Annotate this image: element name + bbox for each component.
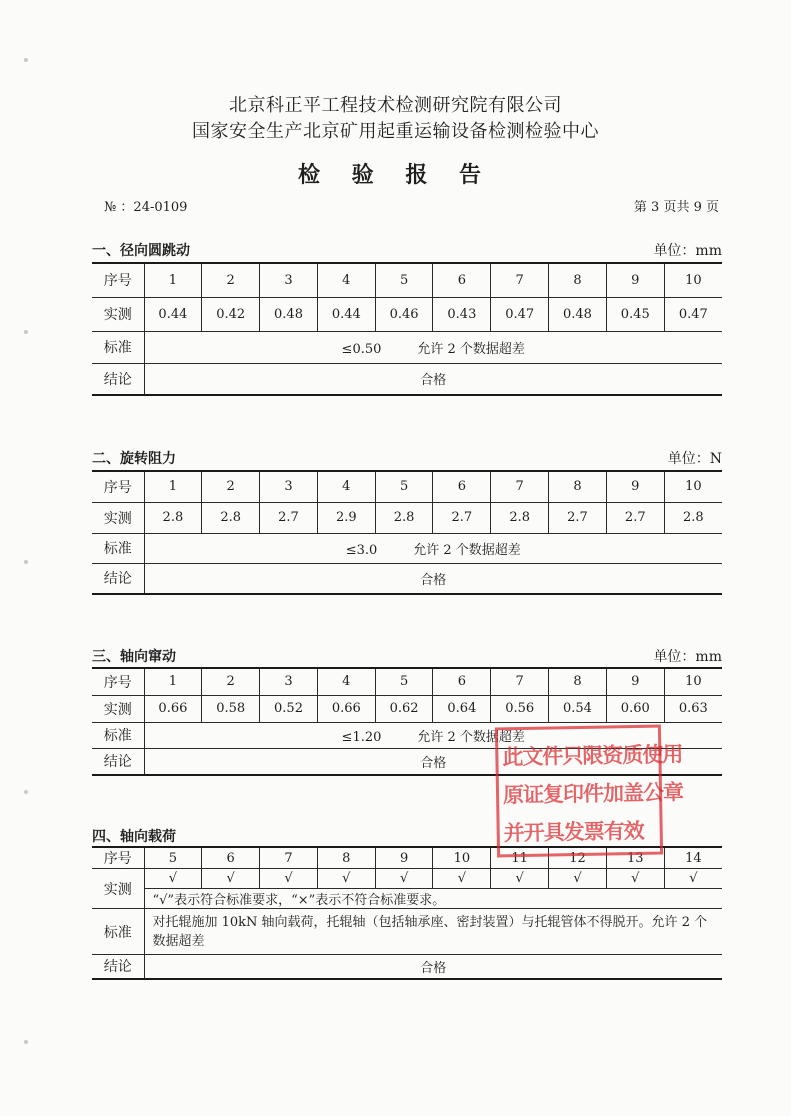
table-row [92,889,722,909]
seq-cell: 1 [144,263,202,297]
measured-cell: 0.42 [202,297,260,331]
seq-cell: 13 [606,847,664,869]
table-row [92,909,722,955]
row-label: 序号 [92,847,144,869]
measured-cell: 0.64 [433,695,491,722]
table-row [92,955,722,979]
seq-cell: 10 [664,263,722,297]
seq-cell: 5 [144,847,202,869]
punch-mark [24,330,28,334]
seq-cell: 5 [375,263,433,297]
seq-cell: 6 [433,263,491,297]
table-row [92,363,722,395]
table-row [92,297,722,331]
seq-cell: 3 [260,668,318,695]
row-label: 序号 [92,668,144,695]
check-cell: √ [375,869,433,889]
check-cell: √ [317,869,375,889]
section-unit: 单位：mm [653,649,722,665]
standard-limit: ≤3.0 [345,542,378,558]
measured-cell: 0.44 [317,297,375,331]
row-label: 标准 [92,331,144,363]
seq-cell: 1 [144,471,202,502]
seq-cell: 6 [433,471,491,502]
seq-cell: 2 [202,471,260,502]
punch-mark [24,1040,28,1044]
row-label: 实测 [92,869,144,909]
row-label: 结论 [92,363,144,395]
conclusion-cell: 合格 [144,955,722,979]
standard-cell [144,331,722,363]
row-label: 实测 [92,297,144,331]
row-label: 标准 [92,909,144,955]
seq-cell: 8 [549,668,607,695]
seq-cell: 12 [549,847,607,869]
section-unit: 单位：N [667,451,722,467]
punch-mark [24,790,28,794]
seq-cell: 11 [491,847,549,869]
section-title: 二、旋转阻力 [92,451,176,467]
row-label: 序号 [92,263,144,297]
seq-cell: 9 [606,471,664,502]
table-row [92,668,722,695]
measured-cell: 0.47 [664,297,722,331]
seq-cell: 8 [549,263,607,297]
seq-cell: 5 [375,668,433,695]
row-label: 结论 [92,955,144,979]
seq-cell: 3 [260,471,318,502]
measured-cell: 0.66 [317,695,375,722]
row-label: 标准 [92,533,144,563]
seq-cell: 9 [606,668,664,695]
seq-cell: 10 [664,668,722,695]
section-title: 一、径向圆跳动 [92,243,190,259]
row-label: 结论 [92,748,144,775]
seq-cell: 10 [664,471,722,502]
conclusion-cell: 合格 [144,363,722,395]
measured-cell: 0.48 [549,297,607,331]
check-cell: √ [549,869,607,889]
table-row [92,471,722,502]
seq-cell: 6 [433,668,491,695]
seq-cell: 9 [606,263,664,297]
check-legend: “√”表示符合标准要求，“×”表示不符合标准要求。 [144,889,722,909]
measured-cell: 2.8 [375,502,433,533]
axial-load-table [92,846,722,980]
standard-note: 允许 2 个数据超差 [417,729,525,745]
seq-cell: 10 [433,847,491,869]
standard-limit: ≤1.20 [341,729,382,745]
seq-cell: 4 [317,471,375,502]
seq-cell: 8 [317,847,375,869]
standard-limit: ≤0.50 [341,341,382,357]
measured-cell: 0.44 [144,297,202,331]
measured-cell: 2.7 [433,502,491,533]
standard-cell [144,533,722,563]
measured-cell: 0.63 [664,695,722,722]
punch-mark [24,560,28,564]
seq-cell: 5 [375,471,433,502]
measured-cell: 0.48 [260,297,318,331]
measured-cell: 0.45 [606,297,664,331]
table-row [92,695,722,722]
conclusion-cell: 合格 [144,748,722,775]
section-title: 三、轴向窜动 [92,649,176,665]
table-row [92,263,722,297]
row-label: 实测 [92,502,144,533]
seq-cell: 1 [144,668,202,695]
check-cell: √ [202,869,260,889]
rotation-resistance-table [92,470,722,595]
seq-cell: 14 [664,847,722,869]
seq-cell: 2 [202,263,260,297]
punch-mark [24,58,28,62]
measured-cell: 2.7 [260,502,318,533]
section-title: 四、轴向载荷 [92,829,176,845]
measured-cell: 0.54 [549,695,607,722]
table-row [92,502,722,533]
check-cell: √ [144,869,202,889]
measured-cell: 2.7 [549,502,607,533]
seq-cell: 7 [260,847,318,869]
measured-cell: 0.62 [375,695,433,722]
seq-cell: 6 [202,847,260,869]
measured-cell: 2.8 [491,502,549,533]
seq-cell: 2 [202,668,260,695]
seq-cell: 9 [375,847,433,869]
check-cell: √ [606,869,664,889]
row-label: 序号 [92,471,144,502]
seq-cell: 3 [260,263,318,297]
table-row [92,331,722,363]
check-cell: √ [260,869,318,889]
center-name: 国家安全生产北京矿用起重运输设备检测检验中心 [192,121,599,142]
measured-cell: 0.47 [491,297,549,331]
measured-cell: 2.9 [317,502,375,533]
measured-cell: 0.66 [144,695,202,722]
validity-stamp [495,725,684,858]
page-info: 第 3 页共 9 页 [633,200,719,215]
seq-cell: 4 [317,668,375,695]
section-unit: 单位：mm [653,243,722,259]
table-row [92,533,722,563]
measured-cell: 0.43 [433,297,491,331]
stamp-line: 此文件只限资质使用 [502,742,683,770]
standard-cell: 对托辊施加 10kN 轴向载荷，托辊轴（包括轴承座、密封装置）与托辊管体不得脱开。允许 2 个数据超差 [144,909,722,955]
measured-cell: 2.8 [202,502,260,533]
seq-cell: 8 [549,471,607,502]
seq-cell: 7 [491,471,549,502]
check-cell: √ [491,869,549,889]
measured-cell: 0.56 [491,695,549,722]
conclusion-cell: 合格 [144,563,722,594]
table-row [92,869,722,889]
report-number: № ：24-0109 [104,200,188,215]
row-label: 标准 [92,722,144,748]
measured-cell: 0.52 [260,695,318,722]
measured-cell: 0.46 [375,297,433,331]
standard-note: 允许 2 个数据超差 [417,341,525,357]
company-name: 北京科正平工程技术检测研究院有限公司 [229,95,562,116]
radial-runout-table [92,262,722,396]
row-label: 实测 [92,695,144,722]
measured-cell: 0.60 [606,695,664,722]
measured-cell: 2.8 [664,502,722,533]
check-cell: √ [664,869,722,889]
stamp-line: 原证复印件加盖公章 [502,780,684,808]
report-title: 检 验 报 告 [298,162,493,188]
row-label: 结论 [92,563,144,594]
check-cell: √ [433,869,491,889]
seq-cell: 4 [317,263,375,297]
standard-note: 允许 2 个数据超差 [413,542,521,558]
measured-cell: 0.58 [202,695,260,722]
seq-cell: 7 [491,263,549,297]
table-row [92,563,722,594]
measured-cell: 2.7 [606,502,664,533]
seq-cell: 7 [491,668,549,695]
measured-cell: 2.8 [144,502,202,533]
stamp-line: 并开具发票有效 [503,818,644,846]
